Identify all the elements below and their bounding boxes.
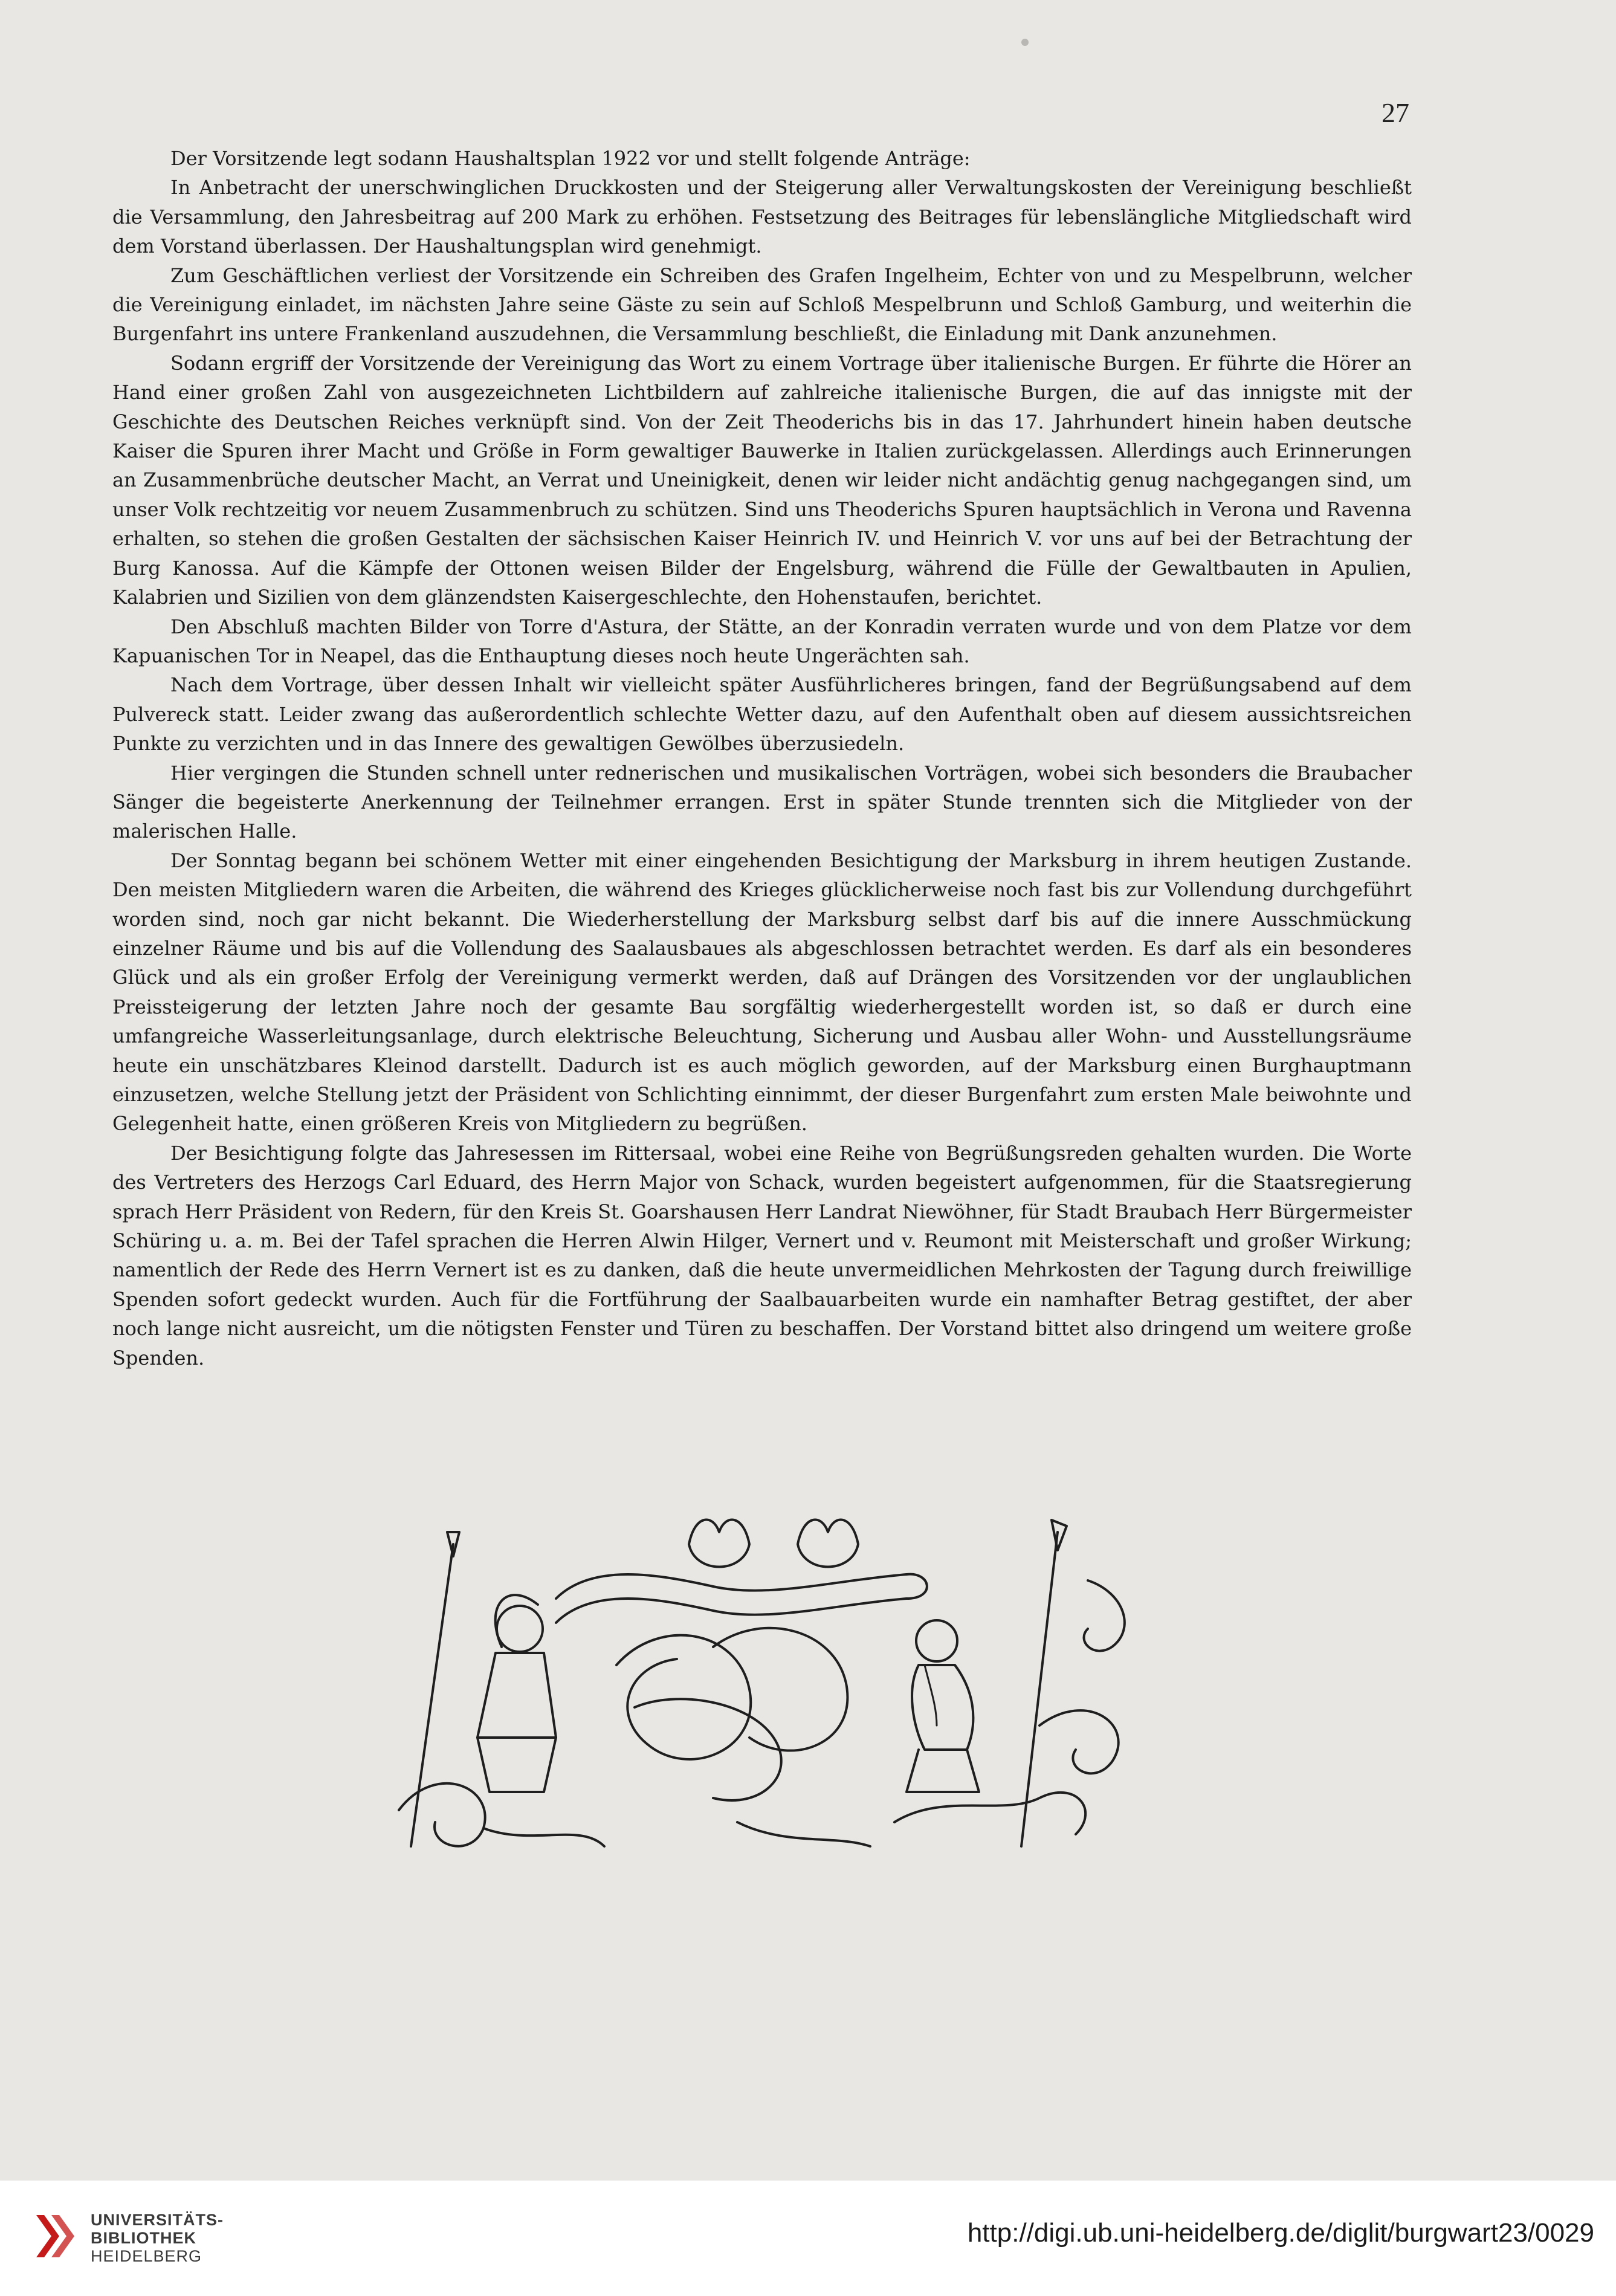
- right-figure-head: [916, 1620, 957, 1661]
- paragraph: Nach dem Vortrage, über dessen Inhalt wir vielleicht später Ausführlicheres bringen, fand der Begrüßungsabend auf dem Pulvereck statt. Leider zwang das außerordentlich schlechte Wetter dazu, auf den Aufenthalt oben auf diesem aussichtsreichen Punkte zu verzichten und in das Innere des gewaltigen Gewölbes überzusiedeln.: [112, 673, 1412, 755]
- library-line: UNIVERSITÄTS-: [91, 2211, 224, 2229]
- paragraph: Der Vorsitzende legt sodann Haushaltsplan 1922 vor und stellt folgende Anträge:: [170, 147, 971, 170]
- paragraph: Zum Geschäftlichen verliest der Vorsitzende ein Schreiben des Grafen Ingelheim, Echter von und zu Mespelbrunn, welcher die Vereinigung einladet, im nächsten Jahre seine Gäste zu sein auf Schloß Mespelbrunn und Schloß Gamburg, und weiterhin die Burgenfahrt ins untere Frankenland auszudehnen, die Versammlung beschließt, die Einladung mit Dank anzunehmen.: [112, 264, 1412, 346]
- paragraph: Hier vergingen die Stunden schnell unter rednerischen und musikalischen Vorträgen, wobei sich besonders die Braubacher Sänger die begeisterte Anerkennung der Teilnehmer errangen. Erst in später Stunde trennten sich die Mitglieder von der malerischen Halle.: [112, 761, 1412, 843]
- spear-left: [411, 1544, 453, 1846]
- permalink-url[interactable]: http://digi.ub.uni-heidelberg.de/diglit/burgwart23/0029: [967, 2218, 1594, 2248]
- ub-heidelberg-logo-icon: [24, 2206, 85, 2266]
- paragraph: In Anbetracht der unerschwinglichen Druckkosten und der Steigerung aller Verwaltungskosten der Vereinigung beschließt die Versammlung, den Jahresbeitrag auf 200 Mark zu erhöhen. Festsetzung des Beitrages für lebenslängliche Mitgliedschaft wird dem Vorstand überlassen. Der Haushaltungsplan wird genehmigt.: [112, 176, 1412, 258]
- digitization-footer: [0, 2181, 1616, 2296]
- page-dot: [1021, 39, 1029, 46]
- paragraph: Sodann ergriff der Vorsitzende der Vereinigung das Wort zu einem Vortrage über italienische Burgen. Er führte die Hörer an Hand einer großen Zahl von ausgezeichneten Lichtbildern auf zahlreiche italienische Burgen, die auf das innigste mit der Geschichte des Deutschen Reiches verknüpft sind. Von der Zeit Theoderichs bis in das 17. Jahrhundert hinein haben deutsche Kaiser die Spuren ihrer Macht und Größe in Form gewaltiger Bauwerke in Italien zurückgelassen. Allerdings auch Erinnerungen an Zusammenbrüche deutscher Macht, an Verrat und Uneinigkeit, denen wir leider nicht andächtig genug nachgegangen sind, um unser Volk rechtzeitig vor neuem Zusammenbruch zu schützen. Sind uns Theoderichs Spuren hauptsächlich in Verona und Ravenna erhalten, so stehen die großen Gestalten der sächsischen Kaiser Heinrich IV. und Heinrich V. vor uns auf bei der Betrachtung der Burg Kanossa. Auf die Kämpfe der Ottonen weisen Bilder der Engelsburg, während die Fülle der Gewaltbauten in Apulien, Kalabrien und Sizilien von dem glänzendsten Kaisergeschlechte, den Hohenstaufen, berichtet.: [112, 351, 1412, 609]
- left-figure-head: [497, 1606, 543, 1652]
- library-line: HEIDELBERG: [91, 2247, 202, 2265]
- paragraph: Der Besichtigung folgte das Jahresessen im Rittersaal, wobei eine Reihe von Begrüßungsreden gehalten wurden. Die Worte des Vertreters des Herzogs Carl Eduard, des Herrn Major von Schack, wurden begeistert aufgenommen, für die Staatsregierung sprach Herr Präsident von Redern, für den Kreis St. Goarshausen Herr Landrat Niewöhner, für Stadt Braubach Herr Bürgermeister Schüring u. a. m. Bei der Tafel sprachen die Herren Alwin Hilger, Vernert und v. Reumont mit Meisterschaft und großer Wirkung; namentlich der Rede des Herrn Vernert ist es zu danken, daß die heute unvermeidlichen Mehrkosten der Tagung durch freiwillige Spenden sofort gedeckt wurden. Auch für die Fortführung der Saalbauarbeiten wurde ein namhafter Betrag gestiftet, der aber noch lange nicht ausreicht, um die nötigsten Fenster und Türen zu beschaffen. Der Vorstand bittet also dringend um weitere große Spenden.: [112, 1141, 1412, 1370]
- library-line: BIBLIOTHEK: [91, 2229, 196, 2247]
- tulip-right: [798, 1520, 858, 1567]
- page-number: 27: [1382, 97, 1409, 128]
- banner-scroll: [556, 1574, 907, 1599]
- article-text: [112, 144, 1412, 1373]
- library-name: [91, 2211, 224, 2265]
- decorative-vignette: [375, 1508, 1148, 1877]
- paragraph: Den Abschluß machten Bilder von Torre d'Astura, der Stätte, an der Konradin verraten wurde und von dem Platze vor dem Kapuanischen Tor in Neapel, das die Enthauptung dieses noch heute Ungerächten sah.: [112, 615, 1412, 667]
- paragraph: Der Sonntag begann bei schönem Wetter mit einer eingehenden Besichtigung der Marksburg in ihrem heutigen Zustande. Den meisten Mitgliedern waren die Arbeiten, die während des Krieges glücklicherweise noch fast bis zur Vollendung durchgeführt worden sind, noch gar nicht bekannt. Die Wiederherstellung der Marksburg selbst darf bis auf die innere Ausschmückung einzelner Räume und bis auf die Vollendung des Saalausbaues als abgeschlossen betrachtet werden. Es darf als ein besonderes Glück und als ein großer Erfolg der Vereinigung vermerkt werden, daß auf Drängen des Vorsitzenden vor der unglaublichen Preissteigerung der letzten Jahre noch der gesamte Bau sorgfältig wiederhergestellt worden ist, so daß er durch eine umfangreiche Wasserleitungsanlage, durch elektrische Beleuchtung, Sicherung und Ausbau aller Wohn- und Ausstellungsräume heute ein unschätzbares Kleinod darstellt. Dadurch ist es auch möglich geworden, auf der Marksburg einen Burghauptmann einzusetzen, welche Stellung jetzt der Präsident von Schlichting einnimmt, der dieser Burgenfahrt zum ersten Male beiwohnte und Gelegenheit hatte, einen größeren Kreis von Mitgliedern zu begrüßen.: [112, 849, 1412, 1136]
- tulip-left: [689, 1520, 749, 1567]
